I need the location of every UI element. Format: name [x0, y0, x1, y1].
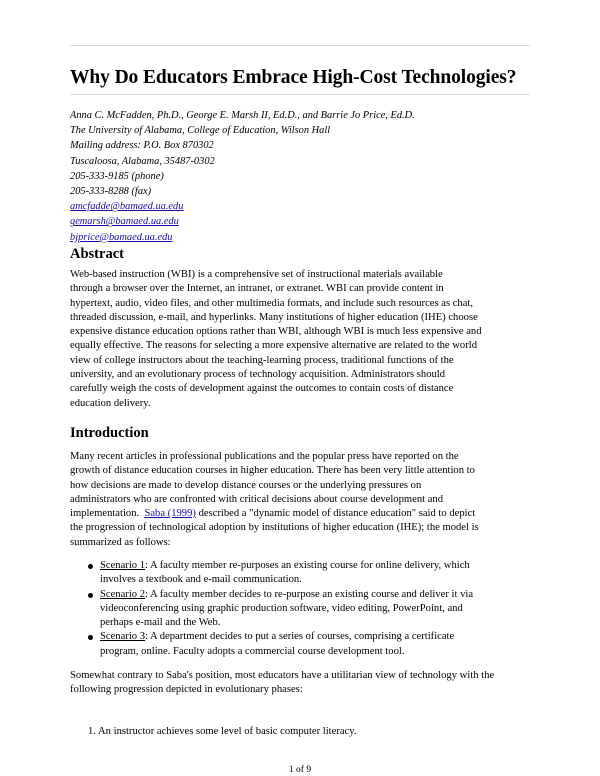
numbered-list-item	[88, 725, 357, 739]
intro-line-text: described a "dynamic model of distance education" said to depict	[195, 508, 476, 520]
saba-citation-link[interactable]: Saba (1999)	[144, 508, 196, 520]
list-item	[88, 559, 548, 588]
paragraph-line: following progression depicted in evolutionary phases:	[70, 684, 303, 696]
list-number: 1.	[88, 726, 96, 737]
abstract-line: view of college instructors about the teaching-learning process, traditional functions of the	[70, 354, 454, 366]
abstract-line: hypertext, audio, video files, and other multimedia formats, and include such resources as chat,	[70, 297, 474, 309]
intro-line: growth of distance education courses in higher education. There has been very little attention to	[70, 465, 475, 477]
email-link-mcfadden[interactable]: amcfadde@bamaed.ua.edu	[70, 201, 184, 213]
list-item	[88, 588, 548, 631]
scenario-label: Scenario 1	[100, 560, 146, 571]
author-names: Anna C. McFadden, Ph.D., George E. Marsh II, Ed.D., and Barrie Jo Price, Ed.D.	[70, 110, 415, 121]
bullet-icon	[88, 564, 93, 569]
abstract-line: threaded discussion, e-mail, and hyperlinks. Many institutions of higher education (IHE) choose	[70, 311, 478, 323]
list-item	[88, 630, 548, 659]
list-item-text: An instructor achieves some level of basic computer literacy.	[98, 726, 357, 737]
intro-line: administrators who are confronted with critical decisions about course development and	[70, 493, 444, 505]
scenario-text: involves a textbook and e-mail communication.	[100, 574, 302, 586]
paragraph-line: Somewhat contrary to Saba's position, most educators have a utilitarian view of technology with the	[70, 670, 495, 681]
scenario-label: Scenario 3	[100, 631, 146, 643]
author-affiliation: The University of Alabama, College of Education, Wilson Hall	[70, 125, 331, 137]
intro-line	[70, 507, 545, 521]
page-title: Why Do Educators Embrace High-Cost Technologies?	[70, 67, 517, 88]
email-link-price[interactable]: bjprice@bamaed.ua.edu	[70, 231, 173, 243]
scenario-text: : A faculty member decides to re-purpose an existing course and deliver it via	[145, 588, 474, 600]
introduction-paragraph	[70, 450, 545, 550]
scenario-text: program, online. Faculty adopts a commercial course development tool.	[100, 645, 405, 657]
top-divider	[70, 45, 530, 46]
introduction-heading: Introduction	[70, 425, 149, 441]
abstract-line: equally effective. The reasons for selecting a more expensive alternative are related to the world	[70, 340, 477, 352]
scenario-text: videoconferencing using graphic production software, video editing, PowerPoint, and	[100, 602, 463, 614]
author-block	[70, 108, 415, 245]
title-divider	[70, 94, 530, 95]
author-city: Tuscaloosa, Alabama, 35487-0302	[70, 155, 215, 167]
author-fax: 205-333-8288 (fax)	[70, 186, 152, 198]
intro-line: summarized as follows:	[70, 536, 171, 548]
intro-line: how decisions are made to develop distance courses or the underlying pressures on	[70, 479, 422, 491]
intro-line-text: implementation.	[70, 508, 145, 520]
intro-line: Many recent articles in professional publications and the popular press have reported on the	[70, 451, 459, 462]
abstract-line: education delivery.	[70, 397, 151, 409]
abstract-line: through a browser over the Internet, an intranet, or extranet. WBI can provide content in	[70, 283, 444, 295]
intro-line: the progression of technological adoption by institutions of higher education (IHE); the model is	[70, 522, 479, 534]
scenario-text: : A faculty member re-purposes an existing course for online delivery, which	[145, 560, 470, 571]
author-phone: 205-333-9185 (phone)	[70, 170, 164, 182]
author-mailing: Mailing address: P.O. Box 870302	[70, 140, 214, 152]
scenario-text: : A department decides to put a series of courses, comprising a certificate	[145, 631, 455, 643]
bullet-icon	[88, 635, 93, 640]
abstract-paragraph	[70, 268, 545, 411]
bullet-icon	[88, 593, 93, 598]
page-number: 1 of 9	[288, 765, 312, 775]
abstract-line: expensive distance education options rather than WBI, although WBI is much less expensive and	[70, 326, 482, 338]
abstract-line: university, and an evolutionary process of technology acquisition. Administrators should	[70, 369, 446, 381]
scenario-label: Scenario 2	[100, 588, 146, 600]
email-link-marsh[interactable]: gemarsh@bamaed.ua.edu	[70, 216, 179, 228]
abstract-line: Web-based instruction (WBI) is a comprehensive set of instructional materials available	[70, 269, 443, 280]
abstract-heading: Abstract	[70, 246, 124, 262]
scenario-text: perhaps e-mail and the Web.	[100, 617, 221, 629]
progression-paragraph	[70, 669, 545, 698]
abstract-line: carefully weigh the costs of development against the outcomes to contain costs of distance	[70, 383, 454, 395]
scenario-list	[88, 559, 548, 659]
